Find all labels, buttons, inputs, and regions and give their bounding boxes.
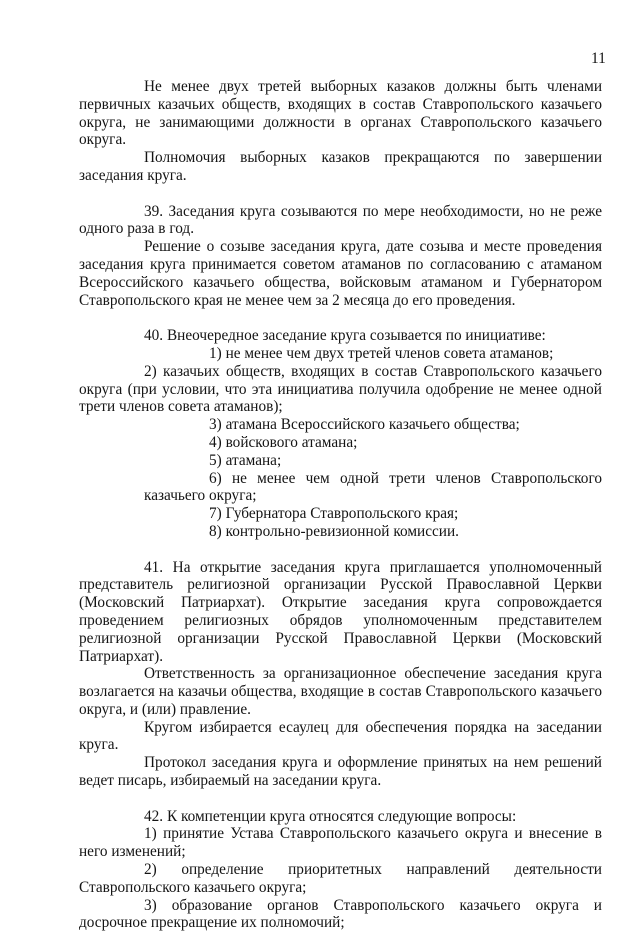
- list-item: 3) образование органов Ставропольского казачьего округа и досрочное прекращение их полномочий;: [79, 896, 602, 932]
- paragraph: Не менее двух третей выборных казаков должны быть членами первичных казачьих обществ, входящих в состав Ставропольского казачьего округа, не занимающими должности в органах Ставропольского казачьего округа.: [79, 78, 602, 149]
- paragraph: 42. К компетенции круга относятся следующие вопросы:: [144, 807, 517, 825]
- paragraph: Кругом избирается есаулец для обеспечения порядка на заседании круга.: [79, 718, 602, 754]
- paragraph: Протокол заседания круга и оформление принятых на нем решений ведет писарь, избираемый на заседании круга.: [79, 754, 602, 790]
- list-item: 1) принятие Устава Ставропольского казачьего округа и внесение в него изменений;: [79, 825, 602, 861]
- paragraph: Полномочия выборных казаков прекращаются по завершении заседания круга.: [79, 149, 602, 184]
- list-item: 7) Губернатора Ставропольского края;: [209, 505, 459, 523]
- paragraph: 41. На открытие заседания круга приглашается уполномоченный представитель религиозной организации Русской Православной Церкви (Московский Патриархат). Открытие заседания круга сопровождается проведением религиозных обрядов уполномоченным представителем религиозной организации Русской Православной Церкви (Московский Патриархат).: [79, 558, 602, 665]
- paragraph: 40. Внеочередное заседание круга созывается по инициативе:: [144, 327, 546, 345]
- paragraph-gap: [79, 541, 602, 559]
- paragraph-gap: [79, 309, 602, 327]
- paragraph-gap: [79, 185, 602, 203]
- list-item: 4) войскового атамана;: [209, 433, 358, 451]
- document-body: [79, 78, 602, 932]
- page-number: 11: [591, 50, 606, 67]
- list-item: 8) контрольно-ревизионной комиссии.: [209, 522, 459, 540]
- list-item: 1) не менее чем двух третей членов совета атаманов;: [209, 344, 554, 362]
- list-item: 3) атамана Всероссийского казачьего общества;: [209, 416, 520, 434]
- list-item: 2) определение приоритетных направлений деятельности Ставропольского казачьего округа;: [79, 861, 602, 896]
- paragraph-gap: [79, 790, 602, 808]
- paragraph: Решение о созыве заседания круга, дате созыва и месте проведения заседания круга принимается советом атаманов по согласованию с атаманом Всероссийского казачьего общества, войсковым атаманом и Губернатором Ставропольского края не менее чем за 2 месяца до его проведения.: [79, 238, 602, 309]
- paragraph: Ответственность за организационное обеспечение заседания круга возлагается на казачьи общества, входящие в состав Ставропольского казачьего округа, и (или) правление.: [79, 665, 602, 718]
- list-item: 2) казачьих обществ, входящих в состав Ставропольского казачьего округа (при условии, что эта инициатива получила одобрение не менее одной трети членов совета атаманов);: [79, 362, 602, 416]
- paragraph: 39. Заседания круга созываются по мере необходимости, но не реже одного раза в год.: [79, 202, 602, 238]
- list-item: 6) не менее чем одной трети членов Ставропольского казачьего округа;: [144, 469, 602, 505]
- list-item: 5) атамана;: [209, 451, 282, 469]
